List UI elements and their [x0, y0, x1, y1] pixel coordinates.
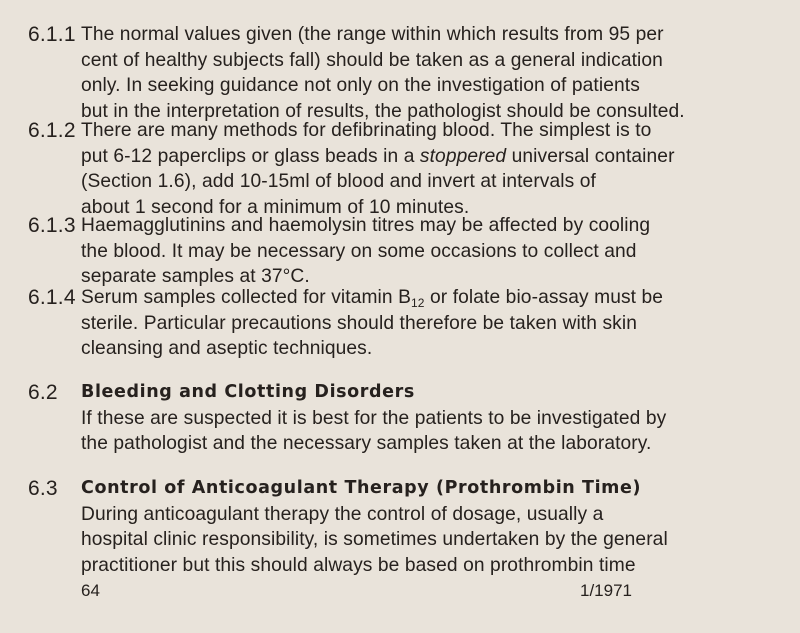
- text-line: the blood. It may be necessary on some occasions to collect and: [81, 240, 637, 262]
- text-line: The normal values given (the range within which results from 95 per: [81, 24, 664, 45]
- text-line: During anticoagulant therapy the control of dosage, usually a: [81, 503, 604, 525]
- section-number: 6.1.4: [28, 286, 76, 309]
- text-line: There are many methods for defibrinating blood. The simplest is to: [81, 120, 652, 141]
- section-heading: Bleeding and Clotting Disorders: [81, 382, 415, 402]
- italic-word: stoppered: [419, 145, 507, 167]
- text-line: [81, 285, 781, 311]
- page-number: 64: [81, 581, 100, 600]
- section-number: 6.1.2: [28, 119, 76, 142]
- text-line: but in the interpretation of results, the pathologist should be consulted.: [81, 100, 685, 122]
- section-body: [81, 380, 781, 457]
- section-body: [81, 476, 781, 578]
- edition-date: 1/1971: [580, 581, 632, 600]
- section-number: 6.1.1: [28, 23, 76, 46]
- subscript: 12: [411, 296, 425, 310]
- text-line: sterile. Particular precautions should therefore be taken with skin: [81, 312, 637, 334]
- text-fragment: put 6-12 paperclips or glass beads in a: [81, 145, 420, 167]
- section-body: [81, 22, 781, 124]
- text-line: If these are suspected it is best for the patients to be investigated by: [81, 407, 667, 429]
- section-heading: Control of Anticoagulant Therapy (Prothrombin Time): [81, 478, 642, 498]
- section-number: 6.2: [28, 381, 58, 404]
- text-line: cent of healthy subjects fall) should be taken as a general indication: [81, 49, 663, 71]
- text-line: [81, 144, 781, 170]
- text-line: only. In seeking guidance not only on the investigation of patients: [81, 75, 640, 96]
- section-number: 6.1.3: [28, 214, 76, 237]
- text-line: practitioner but this should always be based on prothrombin time: [81, 554, 636, 576]
- text-fragment: universal container: [506, 145, 675, 167]
- text-line: about 1 second for a minimum of 10 minutes.: [81, 196, 470, 218]
- text-fragment: or folate bio-assay must be: [424, 287, 664, 308]
- text-line: separate samples at 37°C.: [81, 266, 310, 287]
- section-number: 6.3: [28, 477, 58, 500]
- text-line: cleansing and aseptic techniques.: [81, 338, 373, 359]
- text-fragment: Serum samples collected for vitamin B: [81, 287, 412, 308]
- section-body: [81, 285, 781, 362]
- section-body: [81, 213, 781, 290]
- text-line: (Section 1.6), add 10-15ml of blood and invert at intervals of: [81, 171, 596, 192]
- text-line: hospital clinic responsibility, is sometimes undertaken by the general: [81, 529, 668, 550]
- text-line: the pathologist and the necessary samples taken at the laboratory.: [81, 433, 652, 454]
- text-line: Haemagglutinins and haemolysin titres may be affected by cooling: [81, 215, 651, 236]
- section-body: [81, 118, 781, 220]
